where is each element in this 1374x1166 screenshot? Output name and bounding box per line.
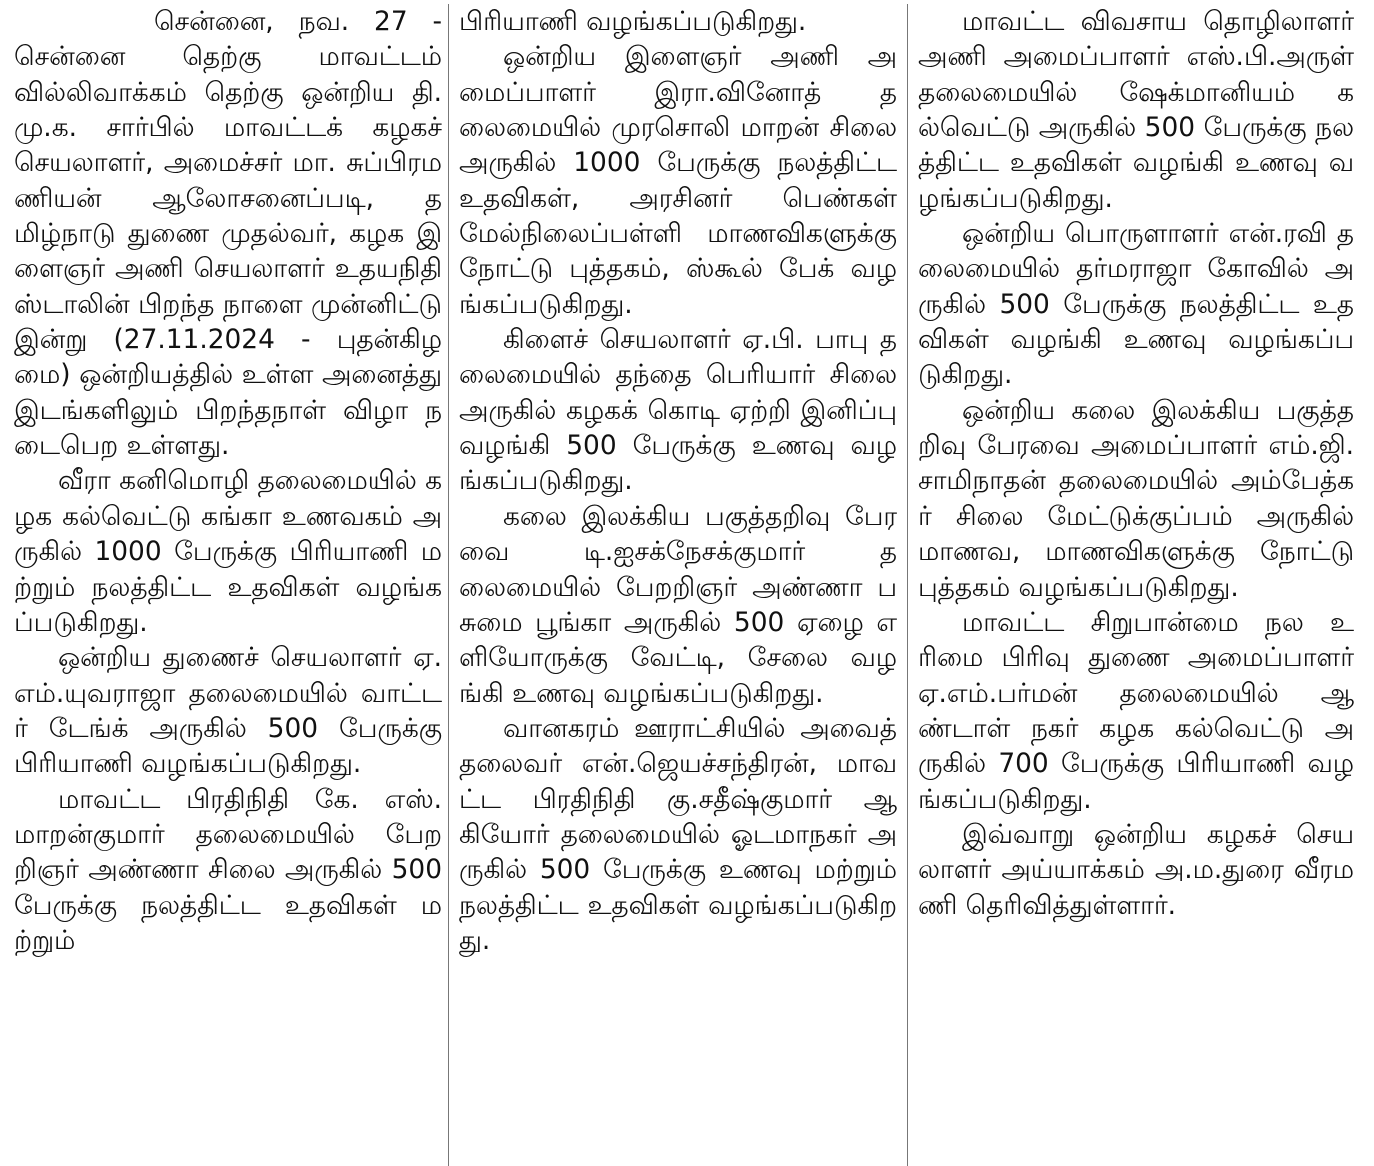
article-paragraph: கிளைச் செயலாளர் ஏ.பி. பாபு தலைமையில் தந்தை பெரியார் சிலை அருகில் கழகக் கொடி ஏற்றி இனிப்பு வழங்கி 500 பேருக்கு உணவு வழங்கப்படுகிறது. — [459, 324, 897, 497]
closing-paragraph: இவ்வாறு ஒன்றிய கழகச் செயலாளர் அய்யாக்கம் அ.ம.துரை வீரமணி தெரிவித்துள்ளார். — [918, 818, 1354, 921]
article-paragraph: கலை இலக்கிய பகுத்தறிவு பேரவை டி.ஐசக்நேசக்குமார் தலைமையில் பேறறிஞர் அண்ணா பசுமை பூங்கா அருகில் 500 ஏழை எளியோருக்கு வேட்டி, சேலை வழங்கி உணவு வழங்கப்படுகிறது. — [459, 500, 897, 709]
article-paragraph: மாவட்ட பிரதிநிதி கே. எஸ்.மாறன்குமார் தலைமையில் பேறறிஞர் அண்ணா சிலை அருகில் 500 பேருக்கு நலத்திட்ட உதவிகள் மற்றும் — [14, 783, 442, 956]
article-paragraph: ஒன்றிய பொருளாளர் என்.ரவி தலைமையில் தர்மராஜா கோவில் அருகில் 500 பேருக்கு நலத்திட்ட உதவிகள் வழங்கி உணவு வழங்கப்படுகிறது. — [918, 218, 1354, 391]
article-paragraph: வீரா கனிமொழி தலைமையில் கழக கல்வெட்டு கங்கா உணவகம் அருகில் 1000 பேருக்கு பிரியாணி மற்றும் நலத்திட்ட உதவிகள் வழங்கப்படுகிறது. — [14, 465, 442, 638]
article-paragraph: மாவட்ட விவசாய தொழிலாளர் அணி அமைப்பாளர் எஸ்.பி.அருள் தலைமையில் ஷேக்மானியம் கல்வெட்டு அருகில் 500 பேருக்கு நலத்திட்ட உதவிகள் வழங்கி உணவு வழங்கப்படுகிறது. — [918, 6, 1354, 214]
article-paragraph: மாவட்ட சிறுபான்மை நல உரிமை பிரிவு துணை அமைப்பாளர் ஏ.எம்.பர்மன் தலைமையில் ஆண்டாள் நகர் கழக கல்வெட்டு அருகில் 700 பேருக்கு பிரியாணி வழங்கப்படுகிறது. — [918, 606, 1354, 815]
article-paragraph: வானகரம் ஊராட்சியில் அவைத் தலைவர் என்.ஜெயச்சந்திரன், மாவட்ட பிரதிநிதி கு.சதீஷ்குமார் ஆகியோர் தலைமையில் ஓடமாநகர் அருகில் 500 பேருக்கு உணவு மற்றும் நலத்திட்ட உதவிகள் வழங்கப்படுகிறது. — [459, 712, 897, 956]
article-paragraph: ஒன்றிய துணைச் செயலாளர் ஏ.எம்.யுவராஜா தலைமையில் வாட்டர் டேங்க் அருகில் 500 பேருக்கு பிரியாணி வழங்கப்படுகிறது. — [14, 642, 442, 780]
article-paragraph: ஒன்றிய கலை இலக்கிய பகுத்தறிவு பேரவை அமைப்பாளர் எம்.ஜி.சாமிநாதன் தலைமையில் அம்பேத்கர் சிலை மேட்டுக்குப்பம் அருகில் மாணவ, மாணவிகளுக்கு நோட்டு புத்தகம் வழங்கப்படுகிறது. — [918, 394, 1354, 603]
dateline-paragraph: சென்னை, நவ. 27 - சென்னை தெற்கு மாவட்டம் வில்லிவாக்கம் தெற்கு ஒன்றிய தி.மு.க. சார்பில் மாவட்டக் கழகச் செயலாளர், அமைச்சர் மா. சுப்பிரமணியன் ஆலோசனைப்படி, தமிழ்நாடு துணை முதல்வர், கழக இளைஞர் அணி செயலாளர் உதயநிதி ஸ்டாலின் பிறந்த நாளை முன்னிட்டு இன்று (27.11.2024 - புதன்கிழமை) ஒன்றியத்தில் உள்ள அனைத்து இடங்களிலும் பிறந்தநாள் விழா நடைபெற உள்ளது. — [14, 6, 442, 462]
article-column-1 — [8, 4, 448, 1166]
article-paragraph: பிரியாணி வழங்கப்படுகிறது. — [459, 6, 807, 37]
article-paragraph: ஒன்றிய இளைஞர் அணி அமைப்பாளர் இரா.வினோத் தலைமையில் முரசொலி மாறன் சிலை அருகில் 1000 பேருக்கு நலத்திட்ட உதவிகள், அரசினர் பெண்கள் மேல்நிலைப்பள்ளி மாணவிகளுக்கு நோட்டு புத்தகம், ஸ்கூல் பேக் வழங்கப்படுகிறது. — [459, 41, 897, 320]
article-column-3 — [908, 4, 1364, 1166]
article-column-2 — [448, 4, 908, 1166]
